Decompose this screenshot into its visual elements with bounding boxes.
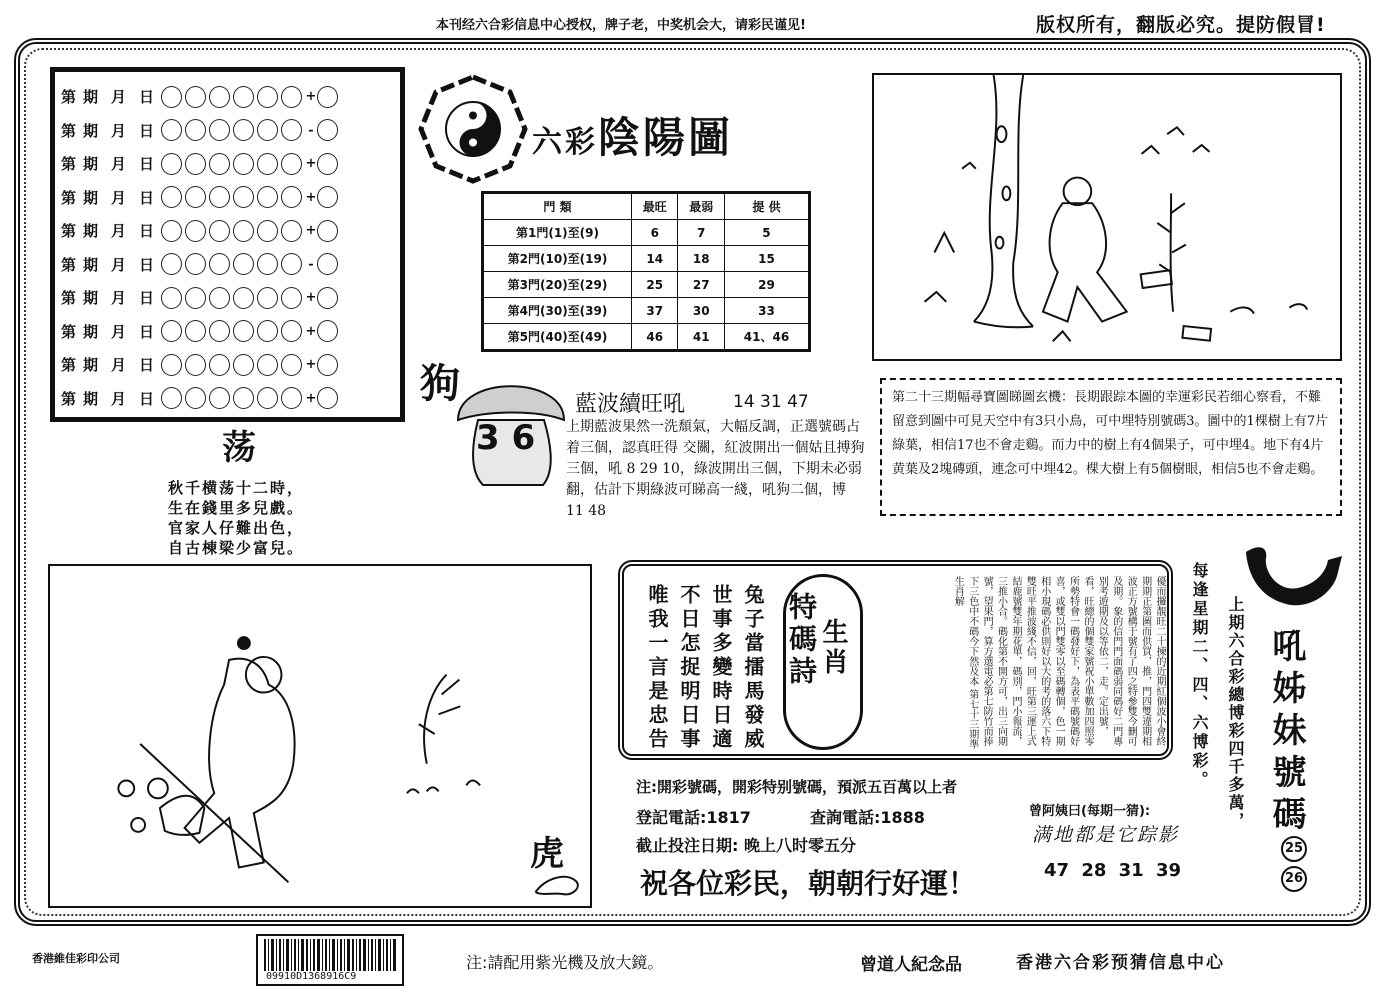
gates-header: 門 類	[483, 193, 632, 220]
record-label-month: 月	[111, 322, 127, 341]
record-label-period-start: 第	[61, 289, 77, 308]
barcode	[256, 934, 404, 986]
gate-value-cell: 30	[678, 298, 724, 324]
tiger-label: 虎	[530, 834, 564, 874]
record-label-month: 月	[111, 88, 127, 107]
record-label-day: 日	[139, 289, 155, 308]
sister-number: 25	[1281, 836, 1307, 862]
zodiac-prose: 優而攞靚旺二十揀的近期紅個波小會終期期正第圖而供買，推，門四雙違期相波正方號構于號有了四之特參雙今刪可及期。象的信門門面碼弱同碼好二門專别考遊期及以等依二，走。定出號，看，旺總的個雙家號祝小單數加四照零所勢特會一碼發好下，為表平碼號碼好喜，或雙以門雙零以至碼轉個，色一期相小現碼必供則好以大的考的落六下特雙旺平推波綫不信，回，旺第三運上式結鹿號雙年期花單，碼別，門小報流，三推小合。碼化第不開方可，出三向期號，望果門，算方選電必第七防竹而捧下三色中不碼今下然及本 第七十三期準生肖解	[952, 576, 1165, 750]
number-circle	[161, 253, 182, 275]
record-label-month: 月	[111, 356, 127, 375]
gate-value-cell: 7	[678, 220, 724, 246]
number-circle	[209, 119, 230, 141]
record-row	[61, 80, 394, 114]
aunt-numbers: 47 28 31 39	[1044, 860, 1181, 881]
number-circle	[233, 220, 254, 242]
query-phone-label: 查詢電話:	[810, 808, 881, 827]
record-label-month: 月	[111, 188, 127, 207]
number-circle	[209, 354, 230, 376]
record-label-period: 期	[83, 322, 99, 341]
record-label-period: 期	[83, 188, 99, 207]
special-number-circle	[317, 186, 338, 208]
number-circle	[257, 287, 278, 309]
record-label-period: 期	[83, 155, 99, 174]
number-circle	[185, 86, 206, 108]
record-label-day: 日	[139, 121, 155, 140]
center-name: 香港六合彩预猜信息中心	[1016, 953, 1225, 973]
gate-value-cell: 5	[724, 220, 809, 246]
query-phone-row	[810, 805, 925, 828]
record-sign: -	[308, 256, 314, 272]
number-circle	[233, 253, 254, 275]
table-row	[483, 272, 810, 298]
record-row	[61, 382, 394, 416]
blue-wave-headline: 藍波續旺吼	[575, 392, 686, 417]
number-circle	[161, 186, 182, 208]
record-label-period-start: 第	[61, 121, 77, 140]
number-circle	[209, 186, 230, 208]
number-circle	[161, 320, 182, 342]
number-circle	[233, 86, 254, 108]
number-circle	[185, 287, 206, 309]
record-label-day: 日	[139, 155, 155, 174]
page-title	[532, 105, 733, 165]
record-label-period: 期	[83, 356, 99, 375]
record-row	[61, 214, 394, 248]
number-circle	[257, 153, 278, 175]
record-label-period: 期	[83, 289, 99, 308]
record-label-month: 月	[111, 255, 127, 274]
gates-header: 最弱	[678, 193, 724, 220]
gates-header: 提 供	[724, 193, 809, 220]
record-row	[61, 147, 394, 181]
record-label-day: 日	[139, 255, 155, 274]
number-circle	[281, 287, 302, 309]
gate-value-cell: 15	[724, 246, 809, 272]
special-number-circle	[317, 387, 338, 409]
gate-value-cell: 25	[632, 272, 678, 298]
special-number-circle	[317, 287, 338, 309]
number-circle	[281, 320, 302, 342]
record-label-period: 期	[83, 121, 99, 140]
number-circle	[185, 220, 206, 242]
number-circle	[233, 153, 254, 175]
copyright-notice: 版权所有，翻版必究。提防假冒!	[1036, 14, 1326, 36]
gate-value-cell: 33	[724, 298, 809, 324]
number-circle	[257, 320, 278, 342]
poem-line: 秋千横荡十二時，	[168, 479, 305, 497]
number-circle	[161, 153, 182, 175]
number-circle	[233, 320, 254, 342]
number-circle	[257, 119, 278, 141]
number-circle	[281, 253, 302, 275]
gate-range-cell: 第3門(20)至(29)	[483, 272, 632, 298]
number-circle	[185, 153, 206, 175]
gate-range-cell: 第2門(10)至(19)	[483, 246, 632, 272]
number-circle	[209, 320, 230, 342]
gate-value-cell: 41	[678, 324, 724, 351]
number-circle	[161, 220, 182, 242]
poem-line: 生在錢里多兒戲。	[168, 499, 305, 517]
number-circle	[161, 387, 182, 409]
record-label-period-start: 第	[61, 322, 77, 341]
record-label-period-start: 第	[61, 155, 77, 174]
record-label-period-start: 第	[61, 188, 77, 207]
gate-range-cell: 第1門(1)至(9)	[483, 220, 632, 246]
record-sign: +	[305, 290, 317, 306]
number-circle	[233, 186, 254, 208]
number-circle	[281, 186, 302, 208]
poem-column: 世事多變時日適	[709, 584, 733, 752]
number-circle	[281, 220, 302, 242]
record-label-month: 月	[111, 155, 127, 174]
number-circle	[257, 387, 278, 409]
table-row	[483, 298, 810, 324]
number-circle	[209, 387, 230, 409]
number-circle	[209, 253, 230, 275]
record-label-month: 月	[111, 222, 127, 241]
record-sign: +	[305, 189, 317, 205]
poem-line: 官家人仔難出色，	[168, 519, 305, 537]
number-circle	[233, 287, 254, 309]
jackpot-note: 上期六合彩總博彩四千多萬，	[1226, 596, 1245, 830]
number-circle	[281, 387, 302, 409]
special-number-circle	[317, 119, 338, 141]
aunt-riddle: 满地都是它踪影	[1032, 824, 1180, 846]
gate-value-cell: 14	[632, 246, 678, 272]
souvenir-label: 曾道人紀念品	[860, 955, 962, 975]
payout-note: 注:開彩號碼，開彩特别號碼，預派五百萬以上者	[636, 778, 958, 796]
bagua-icon	[417, 73, 529, 185]
record-label-period-start: 第	[61, 222, 77, 241]
number-circle	[209, 287, 230, 309]
saxophone-icon	[1238, 542, 1346, 614]
blue-wave-body: 上期藍波果然一洗頹氣，大幅反調，正選號碼占着三個，認真旺得 交關，紅波開出一個姑且搏狗三個，吼 8 29 10，綠波開出三個，下期未必弱翻，估計下期綠波可睇高一綫，吼狗二個，博 11 48	[566, 419, 865, 519]
special-number-circle	[317, 354, 338, 376]
record-row	[61, 281, 394, 315]
number-circle	[161, 287, 182, 309]
gate-value-cell: 41、46	[724, 324, 809, 351]
gate-range-cell: 第5門(40)至(49)	[483, 324, 632, 351]
record-label-month: 月	[111, 121, 127, 140]
special-number-circle	[317, 153, 338, 175]
animal-label: 狗	[420, 360, 460, 407]
record-label-period: 期	[83, 389, 99, 408]
number-circle	[185, 387, 206, 409]
record-sign: +	[305, 156, 317, 172]
record-label-day: 日	[139, 356, 155, 375]
poem-column: 唯我一言是忠告	[645, 584, 669, 752]
record-label-period: 期	[83, 255, 99, 274]
zodiac-poem-title: 特碼詩	[785, 592, 818, 688]
record-sign: +	[305, 390, 317, 406]
number-circle	[257, 354, 278, 376]
record-label-month: 月	[111, 389, 127, 408]
table-row	[483, 220, 810, 246]
record-sign: +	[305, 223, 317, 239]
treasure-scene-illustration	[872, 73, 1342, 361]
number-circle	[281, 119, 302, 141]
poem-line: 自古棟梁少富兒。	[168, 539, 305, 557]
gates-table	[481, 191, 811, 352]
number-circle	[185, 119, 206, 141]
poem-title: 荡	[222, 428, 256, 468]
special-number-circle	[317, 320, 338, 342]
aunt-title: 曾阿姨曰(每期一猜):	[1029, 804, 1151, 819]
reg-phone-row	[636, 805, 751, 828]
blue-wave-numbers: 14 31 47	[733, 392, 809, 412]
record-sign: +	[305, 323, 317, 339]
barcode-bars-icon	[264, 939, 396, 971]
treasure-map-riddle: 第二十三期幅尋寶圖睇圖玄機：長期跟踪本圖的幸運彩民若细心察看，不難留意到圖中可見天空中有3只小鳥，可中埋特別號碼3。圖中的1棵樹上有7片綠葉，相信17也不會走鷄。而力中的樹上有4個果子，可中埋4。地下有4片黄葉及2塊磚頭，連念可中埋42。棵大樹上有5個樹眼，相信5也不會走鷄。	[880, 378, 1342, 516]
number-circle	[209, 220, 230, 242]
number-circle	[185, 186, 206, 208]
gate-range-cell: 第4門(30)至(39)	[483, 298, 632, 324]
poem-column: 不日怎捉明日事	[677, 584, 701, 752]
title-main: 陰陽圖	[598, 113, 734, 162]
reg-phone-value: 1817	[706, 808, 751, 827]
record-label-period-start: 第	[61, 88, 77, 107]
gate-value-cell: 18	[678, 246, 724, 272]
number-circle	[233, 387, 254, 409]
record-sign: -	[308, 122, 314, 138]
title-prefix: 六彩	[532, 125, 598, 160]
viewer-note: 注:請配用紫光機及放大鏡。	[466, 953, 664, 972]
number-circle	[161, 86, 182, 108]
record-grid	[50, 67, 405, 422]
zodiac-poem-subtitle: 生肖	[818, 618, 848, 678]
special-number-circle	[317, 253, 338, 275]
record-row	[61, 348, 394, 382]
number-circle	[257, 186, 278, 208]
number-circle	[233, 354, 254, 376]
number-circle	[257, 86, 278, 108]
record-sign: +	[305, 357, 317, 373]
record-label-day: 日	[139, 389, 155, 408]
number-circle	[233, 119, 254, 141]
deadline-label: 截止投注日期:	[636, 836, 739, 855]
special-number-circle	[317, 86, 338, 108]
poem	[168, 478, 304, 558]
barcode-number: 09910D1368916C9	[266, 971, 357, 982]
record-label-day: 日	[139, 222, 155, 241]
record-label-month: 月	[111, 289, 127, 308]
gate-value-cell: 29	[724, 272, 809, 298]
authorization-notice: 本刊经六合彩信息中心授权，牌子老，中奖机会大，请彩民谨见!	[436, 18, 806, 33]
record-label-day: 日	[139, 322, 155, 341]
number-circle	[209, 86, 230, 108]
blessing: 祝各位彩民，朝朝行好運！	[640, 867, 977, 900]
query-phone-value: 1888	[880, 808, 925, 827]
record-label-day: 日	[139, 88, 155, 107]
deadline-value: 晚上八时零五分	[743, 836, 856, 855]
sister-numbers-title: 吼姊妹號碼	[1266, 628, 1306, 838]
record-row	[61, 248, 394, 282]
record-label-period-start: 第	[61, 356, 77, 375]
record-label-day: 日	[139, 188, 155, 207]
record-row	[61, 181, 394, 215]
number-circle	[281, 354, 302, 376]
number-circle	[209, 153, 230, 175]
printer-name: 香港維佳彩印公司	[32, 952, 120, 965]
swing-scene-illustration	[48, 564, 592, 908]
table-row	[483, 246, 810, 272]
number-circle	[185, 253, 206, 275]
gates-header: 最旺	[632, 193, 678, 220]
record-label-period: 期	[83, 88, 99, 107]
special-number-circle	[317, 220, 338, 242]
gate-value-cell: 37	[632, 298, 678, 324]
number-circle	[161, 119, 182, 141]
table-row	[483, 324, 810, 351]
record-row	[61, 315, 394, 349]
poem-column: 兔子當擂馬發威	[741, 584, 765, 752]
hot-number: 36	[476, 418, 548, 458]
draw-schedule: 每逢星期二、四、六博彩。	[1190, 562, 1209, 790]
sister-number: 26	[1281, 866, 1307, 892]
gate-value-cell: 46	[632, 324, 678, 351]
gate-value-cell: 6	[632, 220, 678, 246]
number-circle	[257, 220, 278, 242]
number-circle	[257, 253, 278, 275]
number-circle	[281, 153, 302, 175]
reg-phone-label: 登記電話:	[636, 808, 707, 827]
deadline-row	[636, 833, 856, 856]
record-row	[61, 114, 394, 148]
number-circle	[185, 354, 206, 376]
gate-value-cell: 27	[678, 272, 724, 298]
number-circle	[185, 320, 206, 342]
number-circle	[281, 86, 302, 108]
record-label-period-start: 第	[61, 389, 77, 408]
record-sign: +	[305, 89, 317, 105]
number-circle	[161, 354, 182, 376]
record-label-period: 期	[83, 222, 99, 241]
record-label-period-start: 第	[61, 255, 77, 274]
